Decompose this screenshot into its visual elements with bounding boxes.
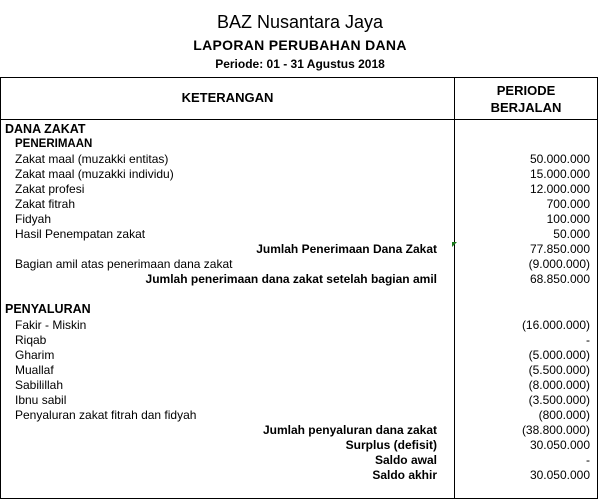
table-row xyxy=(1,393,597,408)
subsection-penerimaan xyxy=(1,137,597,152)
row-label: Fakir - Miskin xyxy=(15,318,87,332)
row-value: 30.050.000 xyxy=(529,468,590,482)
table-row xyxy=(1,363,597,378)
table-row xyxy=(1,182,597,197)
row-value: (3.500.000) xyxy=(528,393,590,407)
row-label: Ibnu sabil xyxy=(15,393,67,407)
surplus-row xyxy=(1,438,597,453)
row-value: (8.000.000) xyxy=(528,378,590,392)
cell-comment-marker-icon xyxy=(452,242,457,247)
row-label: Zakat maal (muzakki entitas) xyxy=(15,152,169,166)
table-row xyxy=(1,152,597,167)
table-row xyxy=(1,197,597,212)
table-row xyxy=(1,408,597,423)
row-label: Saldo akhir xyxy=(372,468,437,482)
section-heading: PENYALURAN xyxy=(5,302,91,316)
column-header-description: KETERANGAN xyxy=(181,90,274,105)
row-label: Fidyah xyxy=(15,212,52,226)
total-distribution-row xyxy=(1,423,597,438)
table-row xyxy=(1,378,597,393)
table-row xyxy=(1,348,597,363)
column-header-period-line1: PERIODE xyxy=(496,83,556,98)
report-period: Periode: 01 - 31 Agustus 2018 xyxy=(215,57,385,71)
row-value: 68.850.000 xyxy=(529,272,590,286)
row-value: (5.000.000) xyxy=(528,348,590,362)
row-label: Muallaf xyxy=(15,363,54,377)
row-value: 700.000 xyxy=(546,197,590,211)
row-value: (38.800.000) xyxy=(521,423,590,437)
statement-table xyxy=(0,77,598,499)
row-value: (9.000.000) xyxy=(528,257,590,271)
row-label: Jumlah Penerimaan Dana Zakat xyxy=(256,242,437,256)
section-heading: DANA ZAKAT xyxy=(5,122,86,136)
total-receipts-row xyxy=(1,242,597,257)
row-label: Riqab xyxy=(15,333,47,347)
amil-share-row xyxy=(1,257,597,272)
section-dana-zakat xyxy=(1,122,597,137)
table-row xyxy=(1,333,597,348)
row-value: (800.000) xyxy=(538,408,590,422)
table-row xyxy=(1,318,597,333)
row-value: 50.000.000 xyxy=(529,152,590,166)
report-title: LAPORAN PERUBAHAN DANA xyxy=(193,37,407,53)
column-header-period xyxy=(455,82,597,116)
row-label: Surplus (defisit) xyxy=(345,438,437,452)
row-label: Zakat maal (muzakki individu) xyxy=(15,167,174,181)
row-label: Penyaluran zakat fitrah dan fidyah xyxy=(15,408,197,422)
row-value: 30.050.000 xyxy=(529,438,590,452)
opening-balance-row xyxy=(1,453,597,468)
row-label: Saldo awal xyxy=(374,453,437,467)
row-label: Bagian amil atas penerimaan dana zakat xyxy=(15,257,233,271)
row-label: Zakat profesi xyxy=(15,182,85,196)
column-header-period-line2: BERJALAN xyxy=(490,100,562,115)
row-value: - xyxy=(586,453,590,467)
row-label: Jumlah penerimaan dana zakat setelah bagian amil xyxy=(145,272,437,286)
row-value: (16.000.000) xyxy=(521,318,590,332)
section-penyaluran xyxy=(1,302,597,317)
row-label: Gharim xyxy=(15,348,55,362)
subsection-heading: PENERIMAAN xyxy=(15,138,93,150)
header-divider xyxy=(1,119,597,120)
row-value: (5.500.000) xyxy=(528,363,590,377)
row-label: Zakat fitrah xyxy=(15,197,76,211)
row-label: Jumlah penyaluran dana zakat xyxy=(262,423,437,437)
row-value: 100.000 xyxy=(546,212,590,226)
row-value: 50.000 xyxy=(553,227,590,241)
row-label: Sabilillah xyxy=(15,378,64,392)
table-row xyxy=(1,227,597,242)
row-value: 12.000.000 xyxy=(529,182,590,196)
row-value: 15.000.000 xyxy=(529,167,590,181)
closing-balance-row xyxy=(1,468,597,483)
row-value: - xyxy=(586,333,590,347)
row-label: Hasil Penempatan zakat xyxy=(15,227,146,241)
company-name: BAZ Nusantara Jaya xyxy=(216,12,384,32)
net-receipts-row xyxy=(1,272,597,287)
table-row xyxy=(1,167,597,182)
table-row xyxy=(1,212,597,227)
row-value: 77.850.000 xyxy=(529,242,590,256)
